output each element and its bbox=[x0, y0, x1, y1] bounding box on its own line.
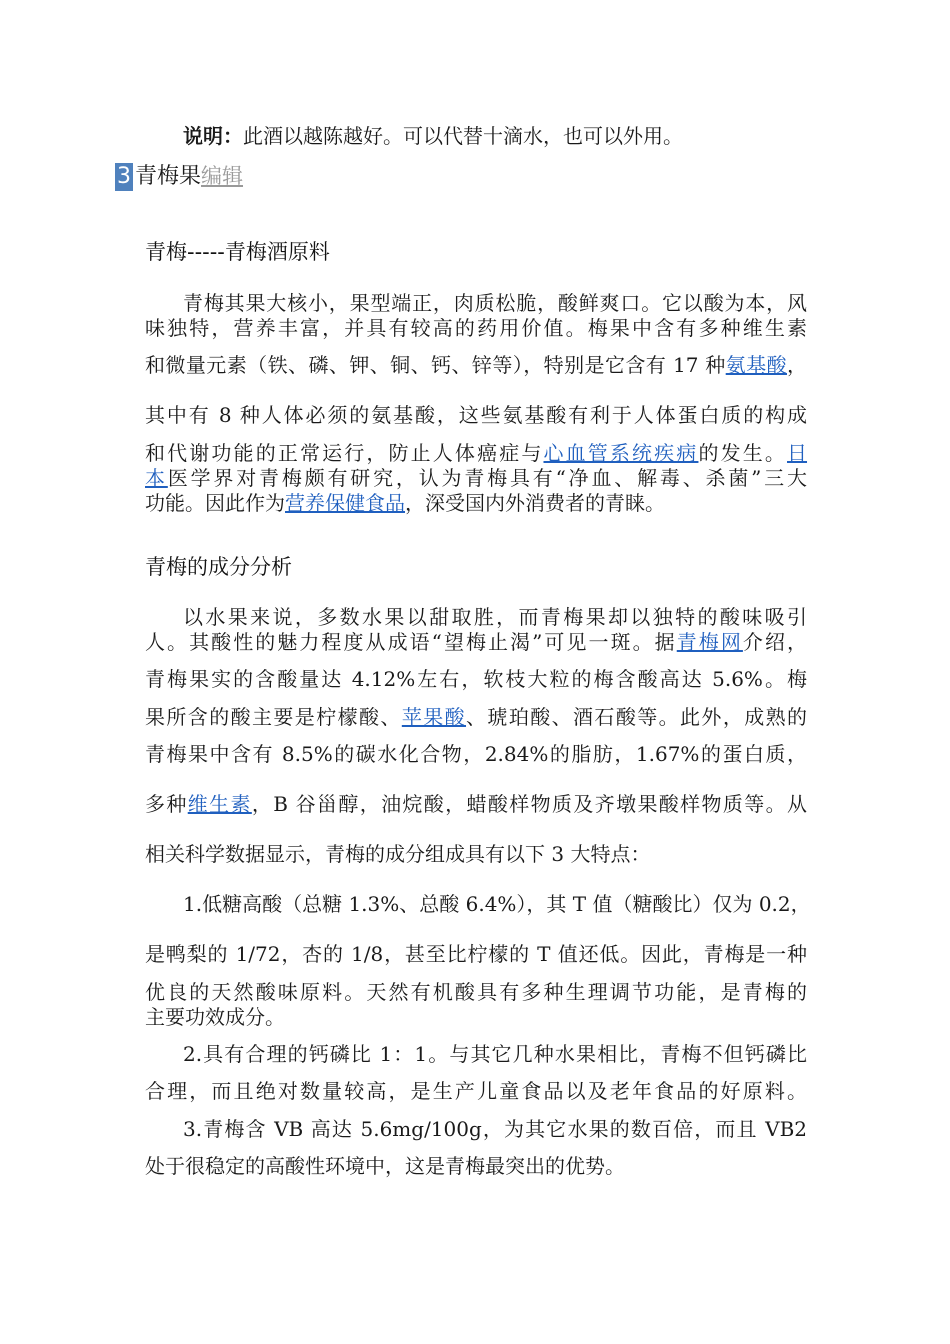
text-span: 果所含的酸主要是柠檬酸、 bbox=[145, 705, 402, 729]
link-japan-part2[interactable]: 本 bbox=[145, 466, 168, 490]
paragraph-line: 其中有 8 种人体必须的氨基酸，这些氨基酸有利于人体蛋白质的构成 bbox=[145, 403, 807, 427]
paragraph-line: 2.具有合理的钙磷比 1：1。与其它几种水果相比，青梅不但钙磷比 bbox=[183, 1042, 807, 1066]
note-line bbox=[183, 123, 743, 149]
paragraph-line: 1.低糖高酸（总糖 1.3%、总酸 6.4%），其 T 值（糖酸比）仅为 0.2， bbox=[183, 892, 811, 916]
paragraph-line bbox=[145, 629, 807, 655]
note-label: 说明： bbox=[183, 124, 243, 148]
section-title: 青梅果 bbox=[135, 164, 202, 189]
paragraph-line bbox=[145, 352, 807, 378]
text-span: ， bbox=[787, 353, 807, 377]
paragraph-line: 青梅果实的含酸量达 4.12%左右，软枝大粒的梅含酸高达 5.6%。梅 bbox=[145, 667, 807, 691]
link-japan-part1[interactable]: 日 bbox=[787, 441, 808, 465]
link-vitamin[interactable]: 维生素 bbox=[187, 792, 252, 816]
section-number: 3 bbox=[117, 164, 131, 189]
paragraph-line: 处于很稳定的高酸性环境中，这是青梅最突出的优势。 bbox=[145, 1154, 625, 1178]
link-malic-acid[interactable]: 苹果酸 bbox=[401, 705, 467, 729]
paragraph-line: 青梅其果大核小，果型端正，肉质松脆，酸鲜爽口。它以酸为本，风 bbox=[183, 291, 807, 315]
text-span: 和代谢功能的正常运行，防止人体癌症与 bbox=[145, 441, 544, 465]
paragraph-line: 主要功效成分。 bbox=[145, 1005, 285, 1029]
text-span: 人。其酸性的魅力程度从成语“望梅止渴”可见一斑。据 bbox=[145, 630, 677, 654]
link-qingmei-net[interactable]: 青梅网 bbox=[676, 630, 743, 654]
text-span: 功能。因此作为 bbox=[145, 491, 285, 515]
text-span: 、琥珀酸、酒石酸等。此外，成熟的 bbox=[466, 705, 808, 729]
paragraph-line bbox=[145, 465, 807, 491]
paragraph-line bbox=[145, 791, 807, 817]
paragraph-line: 3.青梅含 VB 高达 5.6mg/100g，为其它水果的数百倍，而且 VB2 bbox=[183, 1117, 807, 1141]
paragraph-line: 是鸭梨的 1/72，杏的 1/8，甚至比柠檬的 T 值还低。因此，青梅是一种 bbox=[145, 942, 807, 966]
paragraph-line: 味独特，营养丰富，并具有较高的药用价值。梅果中含有多种维生素 bbox=[145, 316, 807, 340]
text-span: 医学界对青梅颇有研究，认为青梅具有“净血、解毒、杀菌”三大 bbox=[167, 466, 807, 490]
subheading-raw-material: 青梅-----青梅酒原料 bbox=[145, 240, 330, 264]
link-cardiovascular-disease[interactable]: 心血管系统疾病 bbox=[543, 441, 699, 465]
link-health-food[interactable]: 营养保健食品 bbox=[285, 491, 405, 515]
paragraph-line bbox=[145, 490, 807, 516]
paragraph-line bbox=[145, 440, 807, 466]
paragraph-line: 优良的天然酸味原料。天然有机酸具有多种生理调节功能，是青梅的 bbox=[145, 980, 807, 1004]
text-span: ，深受国内外消费者的青睐。 bbox=[405, 491, 665, 515]
edit-link[interactable]: 编辑 bbox=[201, 164, 244, 188]
paragraph-line: 青梅果中含有 8.5%的碳水化合物，2.84%的脂肪，1.67%的蛋白质， bbox=[145, 742, 807, 766]
paragraph-line bbox=[145, 704, 807, 730]
paragraph-line: 以水果来说，多数水果以甜取胜，而青梅果却以独特的酸味吸引 bbox=[183, 605, 807, 629]
section-heading bbox=[115, 162, 243, 190]
text-span: ，B 谷甾醇，油烷酸，蜡酸样物质及齐墩果酸样物质等。从 bbox=[251, 792, 807, 816]
paragraph-line: 相关科学数据显示，青梅的成分组成具有以下 3 大特点： bbox=[145, 842, 651, 866]
text-span: 多种 bbox=[145, 792, 188, 816]
link-amino-acid[interactable]: 氨基酸 bbox=[725, 353, 787, 377]
text-span: 和微量元素（铁、磷、钾、铜、钙、锌等），特别是它含有 17 种 bbox=[145, 353, 726, 377]
text-span: 介绍， bbox=[742, 630, 808, 654]
note-text: 此酒以越陈越好。可以代替十滴水，也可以外用。 bbox=[243, 124, 683, 148]
paragraph-line: 合理，而且绝对数量较高，是生产儿童食品以及老年食品的好原料。 bbox=[145, 1079, 807, 1103]
subheading-composition: 青梅的成分分析 bbox=[145, 555, 292, 579]
text-span: 的发生。 bbox=[698, 441, 788, 465]
